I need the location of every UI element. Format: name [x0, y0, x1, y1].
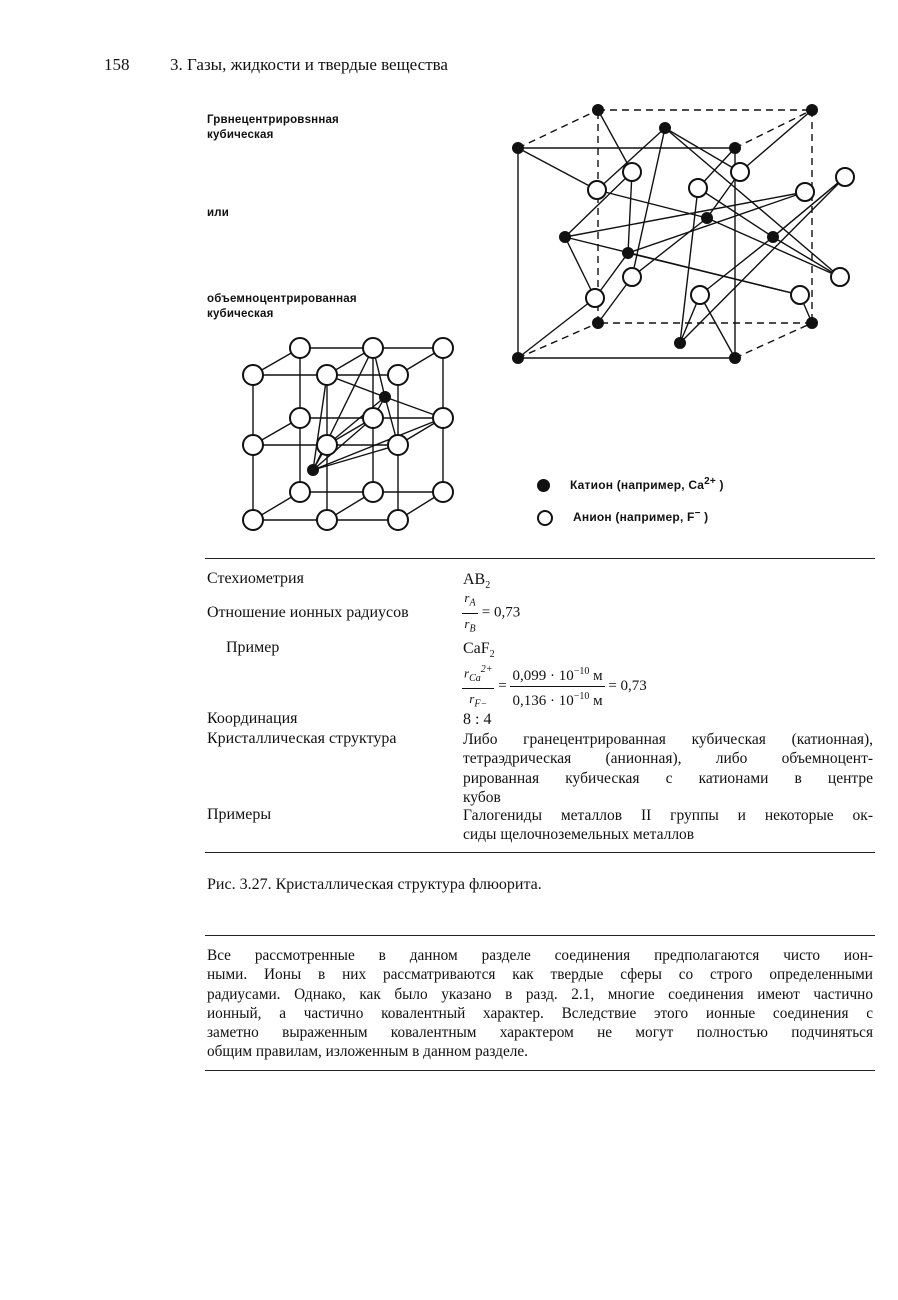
- ratio-result: = 0,73: [481, 604, 521, 621]
- divider: [205, 935, 875, 936]
- text-line: Все рассмотренные в данном разделе соединения предполагаются чисто ион-: [207, 947, 873, 964]
- anion-atom: [433, 338, 453, 358]
- formula-sub: 2: [489, 649, 495, 661]
- divider: [205, 852, 875, 853]
- text-line: ионный, а частично ковалентный характер. Вследствие этого ионные соединения с: [207, 1004, 873, 1022]
- anion-atom: [290, 408, 310, 428]
- bond-line: [665, 128, 740, 172]
- numerator: r: [464, 665, 470, 681]
- fcc-label-line: Грвнецентрировsнная: [207, 114, 339, 126]
- anion-atom: [433, 482, 453, 502]
- divider: [205, 558, 875, 559]
- cation-atom: [729, 352, 741, 364]
- coordination-label: Координация: [207, 710, 298, 727]
- num-exp: −10: [573, 666, 590, 678]
- open-circle-icon: [537, 510, 553, 526]
- radius-ratio-value: [462, 588, 520, 638]
- cation-atom: [592, 104, 604, 116]
- legend-sup: 2+: [704, 476, 716, 487]
- anion-atom: [691, 286, 709, 304]
- legend-tail: ): [704, 510, 709, 524]
- numerator-sub: Ca: [469, 672, 481, 684]
- anion-atom: [388, 365, 408, 385]
- equals: =: [498, 678, 507, 695]
- anion-atom: [836, 168, 854, 186]
- bond-line: [735, 323, 812, 358]
- formula: CaF: [463, 640, 490, 657]
- stoichiometry-label: Стехиометрия: [207, 570, 304, 587]
- numerator: r: [464, 590, 470, 605]
- text-line: рированная кубическая с катионами в центре: [463, 769, 873, 787]
- legend-tail: ): [719, 478, 724, 492]
- bond-line: [518, 298, 595, 358]
- bond-line: [518, 323, 598, 358]
- bcc-label-line: объемноцентрированная: [207, 293, 357, 305]
- coordination-value: 8 : 4: [463, 711, 492, 728]
- formula: AB: [463, 571, 486, 588]
- denominator: r: [464, 615, 470, 631]
- cation-atom: [674, 337, 686, 349]
- anion-atom: [831, 268, 849, 286]
- denominator: r: [469, 690, 475, 706]
- bond-line: [740, 110, 812, 172]
- den-unit: м: [593, 693, 603, 710]
- anion-atom: [388, 435, 408, 455]
- anion-atom: [317, 365, 337, 385]
- divider: [205, 1070, 875, 1071]
- examples-value: [463, 806, 873, 845]
- cation-atom: [512, 352, 524, 364]
- cation-atom: [767, 231, 779, 243]
- page-number: 158: [104, 55, 130, 74]
- cation-atom: [622, 247, 634, 259]
- running-title: 3. Газы, жидкости и твердые вещества: [170, 55, 448, 74]
- cation-atom: [729, 142, 741, 154]
- cation-atom: [806, 104, 818, 116]
- legend-sup: −: [694, 508, 701, 519]
- bond-line: [707, 218, 840, 277]
- bond-line: [565, 237, 595, 298]
- cation-atom: [806, 317, 818, 329]
- bond-line: [628, 172, 632, 253]
- anion-atom: [363, 338, 383, 358]
- cation-atom: [592, 317, 604, 329]
- num-value: 0,099 · 10: [512, 668, 574, 685]
- anion-atom: [623, 268, 641, 286]
- legend-text: Анион (например, F: [573, 510, 695, 524]
- bcc-label-line: кубическая: [207, 308, 274, 320]
- radius-ratio-label: Отношение ионных радиусов: [207, 604, 409, 621]
- cation-atom: [379, 391, 391, 403]
- anion-atom: [586, 289, 604, 307]
- anion-atom: [796, 183, 814, 201]
- structure-value: [463, 730, 873, 807]
- anion-atom: [363, 482, 383, 502]
- legend-text: Катион (например, Ca: [570, 478, 705, 492]
- cation-atom: [659, 122, 671, 134]
- ratio-result: = 0,73: [608, 678, 647, 695]
- anion-atom: [290, 482, 310, 502]
- figure-caption: Рис. 3.27. Кристаллическая структура флюорита.: [207, 876, 542, 893]
- text-line: радиусами. Однако, как было указано в разд. 2.1, многие соединения имеют частично: [207, 985, 873, 1003]
- anion-atom: [243, 365, 263, 385]
- example-label: Пример: [226, 639, 280, 656]
- anion-atom: [623, 163, 641, 181]
- numerator-sub: A: [469, 597, 476, 609]
- formula-sub: 2: [485, 580, 491, 592]
- body-paragraph: [207, 946, 873, 1062]
- den-exp: −10: [573, 691, 590, 703]
- anion-atom: [363, 408, 383, 428]
- anion-atom: [433, 408, 453, 428]
- text-line: заметно выраженным ковалентным характером не могут полностью подчиняться: [207, 1024, 873, 1042]
- anion-atom: [317, 435, 337, 455]
- text-line: Галогениды металлов II группы и некоторые ок-: [463, 807, 873, 824]
- num-unit: м: [593, 668, 603, 685]
- anion-atom: [388, 510, 408, 530]
- anion-atom: [588, 181, 606, 199]
- filled-circle-icon: [537, 479, 550, 492]
- example-ratio: [462, 660, 647, 714]
- legend-cation: [537, 474, 724, 493]
- numerator-sup: 2+: [480, 664, 493, 675]
- examples-label: Примеры: [207, 806, 272, 823]
- text-line: кубов: [463, 788, 501, 806]
- legend-anion: [537, 506, 708, 526]
- anion-atom: [243, 510, 263, 530]
- text-line: Либо гранецентрированная кубическая (катионная),: [463, 731, 873, 748]
- anion-atom: [791, 286, 809, 304]
- anion-atom: [689, 179, 707, 197]
- bond-line: [773, 237, 840, 277]
- structure-label: Кристаллическая структура: [207, 730, 397, 747]
- text-line: общим правилам, изложенным в данном разделе.: [207, 1043, 529, 1061]
- or-label: или: [207, 207, 230, 219]
- denominator-sub: B: [469, 623, 476, 635]
- text-line: сиды щелочноземельных металлов: [463, 826, 695, 844]
- cation-atom: [701, 212, 713, 224]
- cation-atom: [307, 464, 319, 476]
- text-line: ными. Ионы в них рассматриваются как твердые сферы со строго определенными: [207, 966, 873, 984]
- anion-atom: [243, 435, 263, 455]
- anion-atom: [317, 510, 337, 530]
- text-line: тетраэдрическая (анионная), либо объемноцент-: [463, 750, 873, 768]
- fluorite-unit-cell-diagram: [0, 0, 898, 560]
- anion-atom: [290, 338, 310, 358]
- cation-atom: [559, 231, 571, 243]
- den-value: 0,136 · 10: [512, 693, 574, 710]
- bond-line: [598, 110, 632, 172]
- bond-line: [518, 110, 598, 148]
- bond-line: [518, 148, 597, 190]
- anion-atom: [731, 163, 749, 181]
- fcc-label-line: кубическая: [207, 129, 274, 141]
- cation-atom: [512, 142, 524, 154]
- denominator-sub: F−: [474, 698, 488, 710]
